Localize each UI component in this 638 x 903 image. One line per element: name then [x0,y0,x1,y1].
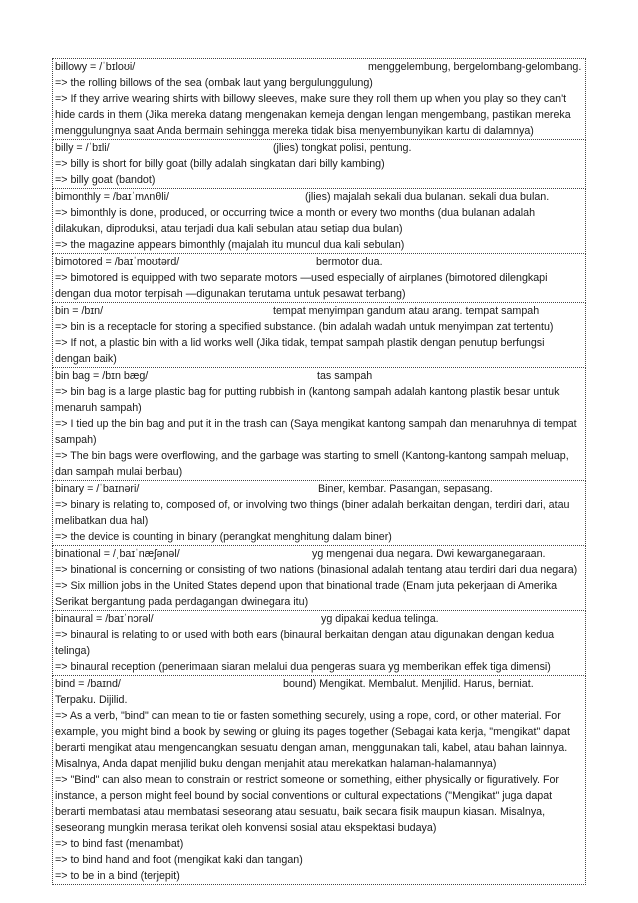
entry-meaning: Biner, kembar. Pasangan, sepasang. [318,483,493,495]
entry-example-line: => I tied up the bin bag and put it in the trash can (Saya mengikat kantong sampah dan menaruhnya di tempat sampah) [55,418,577,446]
entry-example-line: => the rolling billows of the sea (ombak laut yang bergulunggulung) [55,77,373,89]
dictionary-entry [52,254,586,303]
dictionary-entry [52,303,586,368]
entry-headword: bimonthly = /baɪˈmʌnθli/ [55,191,169,203]
entry-meaning: tempat menyimpan gandum atau arang. tempat sampah [273,305,540,317]
entry-meaning: yg mengenai dua negara. Dwi kewarganegaraan. [312,548,546,560]
entry-meaning: yg dipakai kedua telinga. [321,613,439,625]
entry-example-line: => "Bind" can also mean to constrain or restrict someone or something, either physically or figuratively. For instance, a person might feel bound by social conventions or cultural expectations ("Mengikat" juga dapat berarti membatasi atau membatasi seseorang atau sesuatu, baik secara fisik maupun kiasan. Misalnya, seseorang mungkin merasa terikat oleh konvensi sosial atau ekspektasi budaya) [55,774,559,834]
entry-headword-line [55,546,583,562]
entry-example-line: => binaural reception (penerimaan siaran melalui dua pengeras suara yg memberikan effek tiga dimensi) [55,661,551,673]
entry-headword-line [55,368,583,384]
entry-headword: billy = /ˈbɪli/ [55,142,110,154]
entry-headword-line [55,611,583,627]
dictionary-entry [52,546,586,611]
entry-meaning-continued: Terpaku. Dijilid. [55,694,128,706]
entry-headword-line [55,481,583,497]
entry-headword-line [55,676,583,692]
entry-example-line: => The bin bags were overflowing, and the garbage was starting to smell (Kantong-kantong sampah meluap, dan sampah mulai berbau) [55,450,569,478]
entry-example-line: => As a verb, "bind" can mean to tie or fasten something securely, using a rope, cord, or other material. For example, you might bind a book by sewing or gluing its pages together (Sebagai kata kerja, "mengikat" dapat berarti mengikat atau mengencangkan sesuatu dengan aman, menggunakan tali, kabel, atau bahan lainnya. Misalnya, Anda dapat menjilid buku dengan menjahit atau merekatkan halaman-halamannya) [55,710,570,770]
entry-meaning: tas sampah [317,370,373,382]
entry-headword: binational = /ˌbaɪˈnæʃənəl/ [55,548,180,560]
entry-example-line: => bimotored is equipped with two separate motors —used especially of airplanes (bimotored dilengkapi dengan dua motor terpisah —digunakan terutama untuk pesawat terbang) [55,272,548,300]
entry-headword: binaural = /baɪˈnɔrəl/ [55,613,154,625]
entry-example-line: => bin bag is a large plastic bag for putting rubbish in (kantong sampah adalah kantong plastik besar untuk menaruh sampah) [55,386,560,414]
dictionary-entry [52,189,586,254]
entry-headword-line [55,254,583,270]
entry-example-line: => billy is short for billy goat (billy adalah singkatan dari billy kambing) [55,158,385,170]
entry-meaning: (jlies) majalah sekali dua bulanan. sekali dua bulan. [305,191,550,203]
dictionary-entry [52,676,586,885]
dictionary-entry [52,611,586,676]
entry-example-line: => If they arrive wearing shirts with billowy sleeves, make sure they roll them up when you play so they can't hide cards in them (Jika mereka datang mengenakan kemeja dengan lengan mengembang, pastikan mereka menggulungnya saat Anda bermain sehingga mereka tidak bisa menyembunyikan kartu di dalamnya) [55,93,571,137]
entry-headword: bin bag = /bɪn bæɡ/ [55,370,149,382]
entry-meaning: menggelembung, bergelombang-gelombang. [368,61,582,73]
entry-headword: bin = /bɪn/ [55,305,104,317]
entry-meaning: bermotor dua. [316,256,383,268]
entry-example-line: => to bind hand and foot (mengikat kaki dan tangan) [55,854,303,866]
entry-example-line: => binaural is relating to or used with both ears (binaural berkaitan dengan atau digunakan dengan kedua telinga) [55,629,555,657]
entry-example-line: => to be in a bind (terjepit) [55,870,180,882]
entry-meaning: (jlies) tongkat polisi, pentung. [273,142,412,154]
entry-example-line: => billy goat (bandot) [55,174,156,186]
entry-example-line: => If not, a plastic bin with a lid works well (Jika tidak, tempat sampah plastik dengan penutup berfungsi dengan baik) [55,337,545,365]
entry-headword: binary = /ˈbaɪnəri/ [55,483,140,495]
entry-headword: bimotored = /baɪˈmoʊtərd/ [55,256,180,268]
entry-example-line: => the device is counting in binary (perangkat menghitung dalam biner) [55,531,392,543]
entry-example-line: => Six million jobs in the United States depend upon that binational trade (Enam juta pekerjaan di Amerika Serikat bergantung pada perdagangan dwinegara itu) [55,580,558,608]
entry-example-line: => bimonthly is done, produced, or occurring twice a month or every two months (dua bulanan adalah dilakukan, diproduksi, atau terjadi dua kali sebulan atau setiap dua bulan) [55,207,536,235]
entry-example-line: => to bind fast (menambat) [55,838,184,850]
entry-headword-line [55,189,583,205]
dictionary-entry [52,140,586,189]
entry-example-line: => the magazine appears bimonthly (majalah itu muncul dua kali sebulan) [55,239,405,251]
entry-headword: billowy = /ˈbɪloʊi/ [55,61,136,73]
entry-example-line: => binational is concerning or consisting of two nations (binasional adalah tentang atau terdiri dari dua negara) [55,564,578,576]
entry-example-line: => bin is a receptacle for storing a specified substance. (bin adalah wadah untuk menyimpan zat tertentu) [55,321,554,333]
entry-meaning: bound) Mengikat. Membalut. Menjilid. Harus, berniat. [283,678,534,690]
dictionary-entry [52,481,586,546]
entry-headword-line [55,140,583,156]
entry-headword-line [55,59,583,75]
dictionary-entry [52,58,586,140]
entry-headword: bind = /baɪnd/ [55,678,121,690]
entry-headword-line [55,303,583,319]
dictionary-page [52,58,586,885]
entry-example-line: => binary is relating to, composed of, or involving two things (biner adalah berkaitan dengan, terdiri dari, atau melibatkan dua hal) [55,499,570,527]
dictionary-entry [52,368,586,481]
